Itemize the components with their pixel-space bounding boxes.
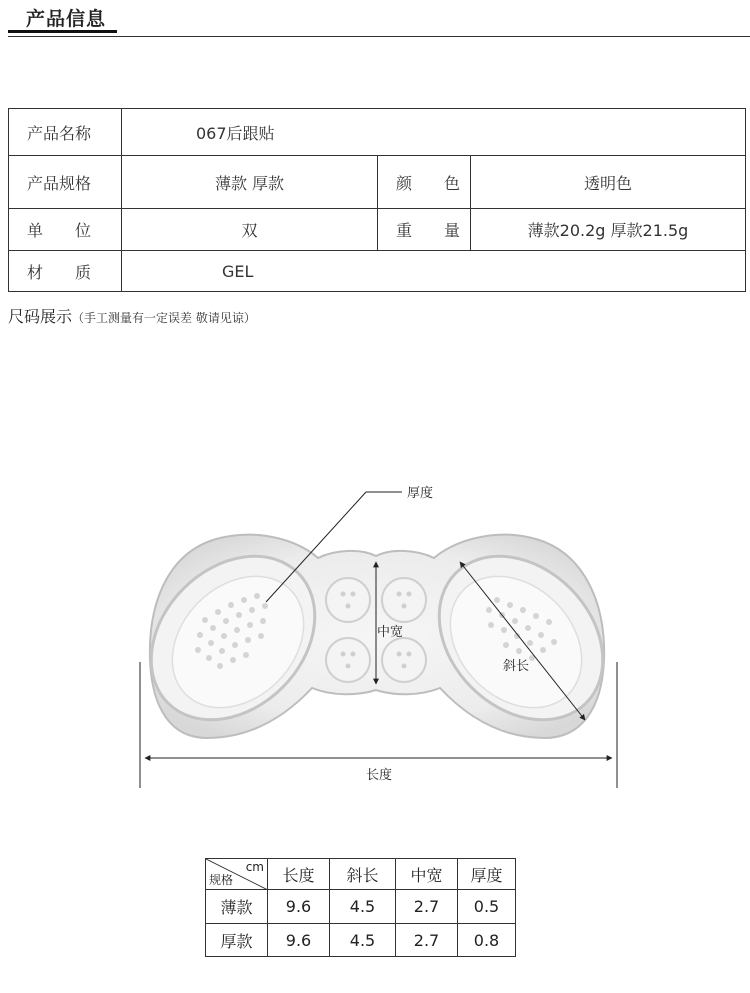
header-mid-width: 中宽 <box>396 859 458 890</box>
product-diagram <box>0 470 750 800</box>
weight-label: 重 量 <box>378 209 471 251</box>
corner-unit: cm <box>245 860 264 874</box>
unit-value: 双 <box>122 209 378 251</box>
spec-label: 产品规格 <box>9 156 122 209</box>
material-value: GEL <box>122 251 746 292</box>
color-label: 颜 色 <box>378 156 471 209</box>
table-row <box>206 924 516 957</box>
size-note: （手工测量有一定误差 敬请见谅） <box>72 311 256 325</box>
diagonal-label: 斜长 <box>503 659 530 674</box>
thickness-label: 厚度 <box>407 486 434 501</box>
table-row <box>9 109 746 156</box>
size-table-header-row <box>206 859 516 890</box>
row-name: 厚款 <box>206 924 268 957</box>
spec-value: 薄款 厚款 <box>122 156 378 209</box>
size-table <box>205 858 516 957</box>
page-title: 产品信息 <box>26 8 107 30</box>
table-row <box>9 156 746 209</box>
cell-value: 9.6 <box>268 890 330 924</box>
header-diagonal: 斜长 <box>330 859 396 890</box>
table-row <box>9 251 746 292</box>
header-divider <box>8 36 750 37</box>
material-label: 材 质 <box>9 251 122 292</box>
size-title-text: 尺码展示 <box>8 307 73 326</box>
header-length: 长度 <box>268 859 330 890</box>
cell-value: 0.8 <box>458 924 516 957</box>
length-label: 长度 <box>366 768 393 783</box>
table-row <box>9 209 746 251</box>
cell-value: 4.5 <box>330 924 396 957</box>
corner-spec: 规格 <box>209 873 234 887</box>
product-info-table <box>8 108 746 292</box>
cell-value: 0.5 <box>458 890 516 924</box>
cell-value: 4.5 <box>330 890 396 924</box>
color-value: 透明色 <box>471 156 746 209</box>
weight-value: 薄款20.2g 厚款21.5g <box>471 209 746 251</box>
name-label: 产品名称 <box>9 109 122 156</box>
mid-width-label: 中宽 <box>377 625 404 640</box>
cell-value: 2.7 <box>396 924 458 957</box>
table-row <box>206 890 516 924</box>
size-table-corner <box>206 859 268 890</box>
name-value: 067后跟贴 <box>122 109 746 156</box>
row-name: 薄款 <box>206 890 268 924</box>
size-section-title <box>8 304 256 327</box>
header-thickness: 厚度 <box>458 859 516 890</box>
cell-value: 9.6 <box>268 924 330 957</box>
unit-label: 单 位 <box>9 209 122 251</box>
title-underline <box>8 30 117 33</box>
cell-value: 2.7 <box>396 890 458 924</box>
